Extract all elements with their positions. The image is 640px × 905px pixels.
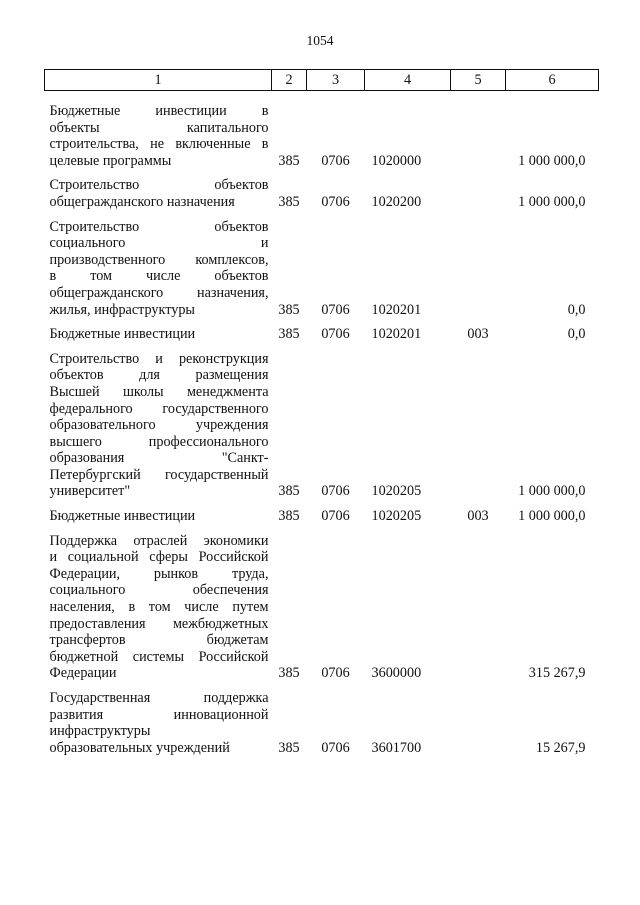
description-line: социального обеспечения [49, 582, 269, 599]
table-body [45, 91, 599, 757]
row-col-5 [451, 177, 506, 210]
row-gap-cell [45, 318, 599, 326]
row-description [45, 326, 272, 343]
description-line: образовательного учреждения [49, 417, 269, 434]
row-col-2: 385 [278, 665, 300, 682]
table-row [45, 508, 599, 525]
description-line: общегражданского назначения [49, 193, 235, 210]
header-col-1: 1 [45, 70, 272, 91]
row-col-5 [451, 351, 506, 500]
description-line: инфраструктуры [49, 723, 151, 740]
row-gap [45, 343, 599, 351]
row-col-5: 003 [467, 326, 489, 343]
row-col-5 [451, 219, 506, 319]
description-line: развития инновационной [49, 706, 269, 723]
page-number: 1054 [306, 33, 334, 48]
description-line: предоставления межбюджетных [49, 615, 269, 632]
row-amount: 0,0 [567, 326, 586, 343]
header-col-5: 5 [451, 70, 506, 91]
row-description [45, 177, 272, 210]
table-row [45, 533, 599, 682]
row-col-3: 0706 [321, 508, 350, 525]
table-row [45, 326, 599, 343]
description-line: в том числе объектов [49, 268, 269, 285]
row-col-5 [451, 690, 506, 756]
description-line: социального и [49, 235, 269, 252]
description-line: бюджетной системы Российской [49, 648, 269, 665]
header-col-2: 2 [272, 70, 307, 91]
row-col-4: 1020205 [371, 508, 422, 525]
row-gap [45, 169, 599, 177]
row-amount: 1 000 000,0 [518, 483, 586, 500]
description-line: Государственная поддержка [49, 690, 269, 706]
row-col-4: 1020200 [371, 193, 422, 210]
row-amount: 1 000 000,0 [518, 152, 586, 169]
row-description [45, 91, 272, 170]
row-gap-cell [45, 211, 599, 219]
table-row [45, 351, 599, 500]
row-col-3: 0706 [321, 301, 350, 318]
table-row [45, 91, 599, 170]
description-line: трансфертов бюджетам [49, 632, 269, 649]
row-amount: 1 000 000,0 [518, 508, 586, 525]
row-col-2: 385 [278, 508, 300, 525]
row-col-3: 0706 [321, 326, 350, 343]
row-gap [45, 525, 599, 533]
description-line: объекты капитального [49, 119, 269, 136]
row-col-5 [451, 91, 506, 170]
description-line: университет" [49, 483, 131, 500]
description-line: Поддержка отраслей экономики [49, 532, 269, 549]
row-gap-cell [45, 500, 599, 508]
description-line: образовательных учреждений [49, 739, 230, 756]
row-gap-cell [45, 169, 599, 177]
row-amount: 1 000 000,0 [518, 193, 586, 210]
row-col-3: 0706 [321, 152, 350, 169]
description-line: образования "Санкт- [49, 450, 269, 467]
description-line: целевые программы [49, 152, 172, 169]
row-col-3: 0706 [321, 665, 350, 682]
description-line: жилья, инфраструктуры [49, 301, 195, 318]
row-col-4: 3600000 [371, 665, 422, 682]
description-line: федерального государственного [49, 400, 269, 417]
description-line: производственного комплексов, [49, 251, 269, 268]
description-line: высшего профессионального [49, 433, 269, 450]
description-line: населения, в том числе путем [49, 599, 269, 616]
description-line: Петербургский государственный [49, 466, 269, 483]
row-col-3: 0706 [321, 739, 350, 756]
row-col-5 [451, 533, 506, 682]
header-col-6: 6 [506, 70, 599, 91]
description-line: Федерации [49, 665, 117, 682]
row-col-2: 385 [278, 301, 300, 318]
budget-table [44, 69, 599, 756]
row-gap-cell [45, 682, 599, 690]
header-col-4: 4 [365, 70, 451, 91]
description-line: Строительство и реконструкция [49, 350, 269, 367]
row-description [45, 351, 272, 500]
description-line: строительства, не включенные в [49, 136, 269, 153]
row-description [45, 508, 272, 525]
row-col-4: 1020201 [371, 326, 422, 343]
row-col-4: 1020205 [371, 483, 422, 500]
description-line: Высшей школы менеджмента [49, 383, 269, 400]
row-gap [45, 682, 599, 690]
header-col-3: 3 [307, 70, 365, 91]
description-line: общегражданского назначения, [49, 284, 269, 301]
table-row [45, 219, 599, 319]
row-col-2: 385 [278, 739, 300, 756]
row-gap [45, 500, 599, 508]
description-line: Бюджетные инвестиции [49, 508, 196, 525]
row-col-4: 3601700 [371, 739, 422, 756]
description-line: Строительство объектов [49, 177, 269, 194]
description-line: Бюджетные инвестиции в [49, 103, 269, 119]
description-line: Федерации, рынков труда, [49, 565, 269, 582]
row-col-2: 385 [278, 483, 300, 500]
description-line: Бюджетные инвестиции [49, 326, 196, 343]
row-amount: 315 267,9 [528, 665, 586, 682]
row-gap [45, 211, 599, 219]
row-col-2: 385 [278, 326, 300, 343]
row-col-2: 385 [278, 193, 300, 210]
row-amount: 0,0 [567, 301, 586, 318]
description-line: Строительство объектов [49, 218, 269, 235]
row-col-2: 385 [278, 152, 300, 169]
row-gap [45, 318, 599, 326]
description-line: объектов для размещения [49, 367, 269, 384]
row-col-3: 0706 [321, 193, 350, 210]
row-gap-cell [45, 525, 599, 533]
row-description [45, 690, 272, 756]
row-col-4: 1020201 [371, 301, 422, 318]
table-row [45, 690, 599, 756]
table-row [45, 177, 599, 210]
header-row [45, 70, 599, 91]
row-col-4: 1020000 [371, 152, 422, 169]
row-amount: 15 267,9 [535, 739, 586, 756]
table-header [45, 70, 599, 91]
row-gap-cell [45, 343, 599, 351]
description-line: и социальной сферы Российской [49, 549, 269, 566]
row-col-3: 0706 [321, 483, 350, 500]
row-description [45, 533, 272, 682]
row-col-5: 003 [467, 508, 489, 525]
row-description [45, 219, 272, 319]
